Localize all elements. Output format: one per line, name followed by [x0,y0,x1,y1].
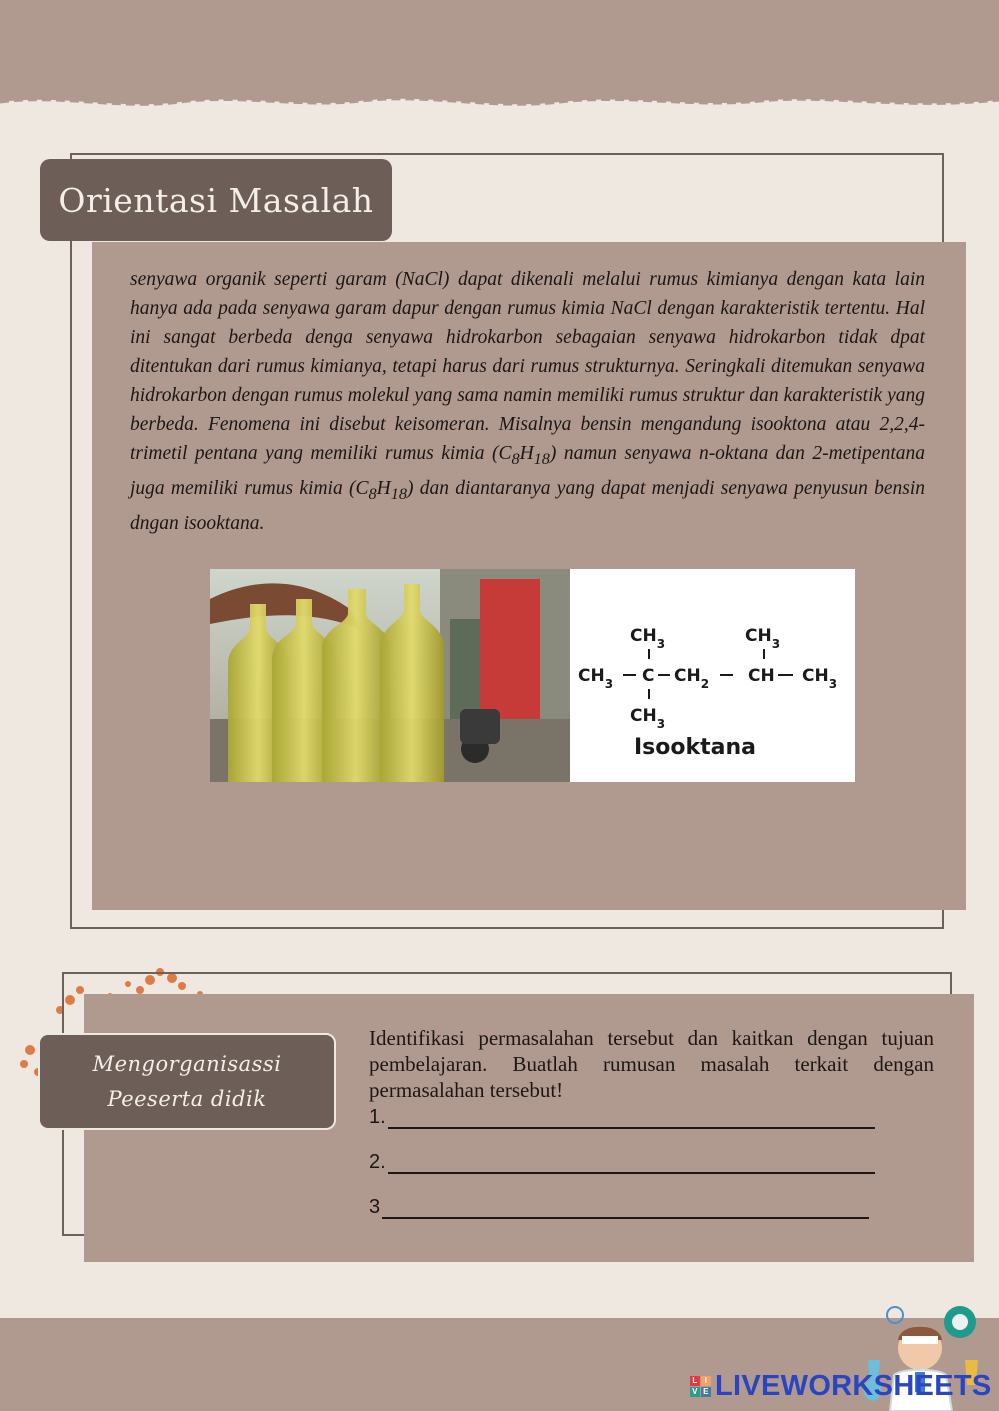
answer-row-3 [369,1196,869,1219]
answer-field-1[interactable] [388,1107,875,1129]
answer-label-1: 1. [369,1106,386,1128]
orientasi-paragraph: senyawa organik seperti garam (NaCl) dapat dikenali melalui rumus kimianya dengan kata lain hanya ada pada senyawa garam dapur dengan rumus kimia NaCl dengan karakteristik tertentu. Hal ini sangat berbeda denga senyawa hidrokarbon sebagaian senyawa hidrokarbon tidak dpat ditentukan dari rumus kimianya, tetapi harus dari rumus strukturnya. Seringkali ditemukan senyawa hidrokarbon dengan rumus molekul yang sama namin memiliki rumus struktur dan karakteristik yang berbeda. Fenomena ini disebut keisomeran. Misalnya bensin mengandung isooktona atau 2,2,4-trimetil pentana yang memiliki rumus kimia $(C_8H_{18})$ namun senyawa n-oktana dan 2-metipentana juga memiliki rumus kimia $(C_8H_{18})$ dan diantaranya yang dapat menjadi senyawa penyusun bensin dngan isooktana. [130,269,926,534]
orientasi-title: Orientasi Masalah [40,159,392,241]
answer-label-3: 3 [369,1196,381,1218]
liveworksheets-text: LIVEWORKSHEETS [715,1370,992,1402]
chain-ch3-left: $CH_3$ [578,666,614,691]
answer-row-2 [369,1151,875,1174]
chain-ch: CH [748,666,775,686]
answer-field-3[interactable] [382,1197,869,1219]
answer-label-2: 2. [369,1151,386,1173]
mengorganisasi-title [38,1033,336,1130]
mengorganisasi-title-line1: Mengorganisassi [92,1051,282,1076]
top-left-methyl: $CH_3$ [630,626,666,651]
chain-ch2: $CH_2$ [674,666,710,691]
top-wave-border [0,88,999,128]
liveworksheets-logo [690,1370,992,1403]
isooktana-structure [570,569,855,782]
task-instruction: Identifikasi permasalahan tersebut dan kaitkan dengan tujuan pembelajaran. Buatlah rumusan masalah terkait dengan permasalahan tersebut! [369,1026,934,1102]
chain-ch3-right: $CH_3$ [802,666,838,691]
logo-tiles: L I V E [690,1376,711,1397]
structure-caption: Isooktana [634,735,757,760]
answer-field-2[interactable] [388,1152,875,1174]
bottom-methyl: $CH_3$ [630,706,666,731]
bensin-bottles-photo [210,569,570,782]
chain-c: C [642,666,655,686]
top-right-methyl: $CH_3$ [745,626,781,651]
mengorganisasi-title-line2: Peeserta didik [107,1086,267,1111]
answer-row-1 [369,1106,875,1129]
